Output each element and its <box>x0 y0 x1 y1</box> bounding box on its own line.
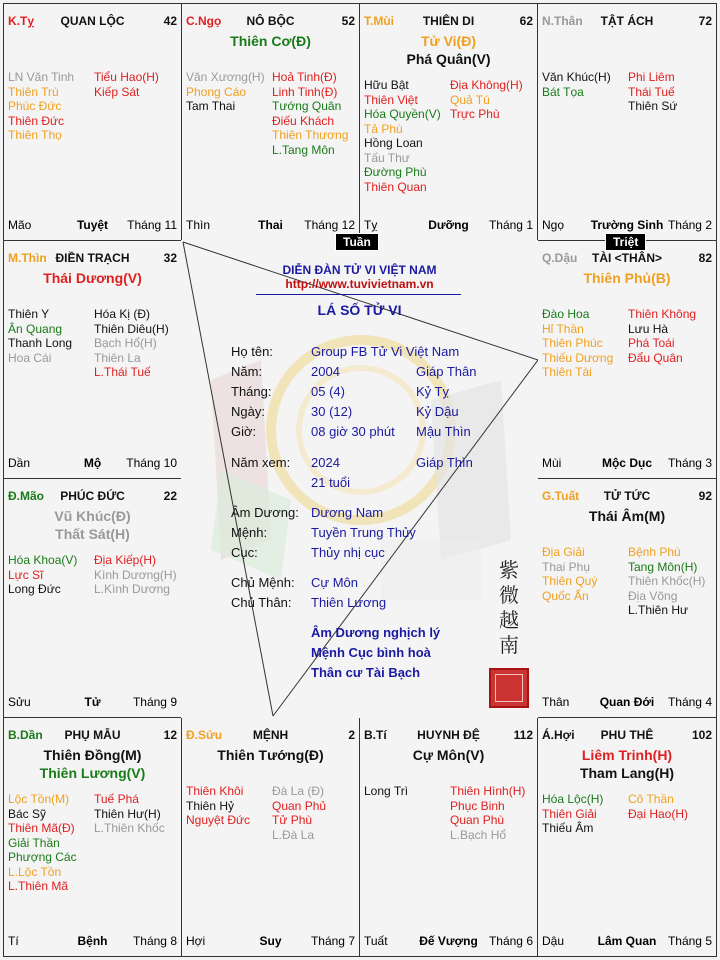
stars-right <box>628 545 705 618</box>
star-item: Thiên Không <box>628 307 697 321</box>
footer-branch: Thân <box>542 695 570 709</box>
star-item: Đà La (Đ) <box>272 784 325 798</box>
star-item: Thiên Hình(H) <box>450 784 526 798</box>
stars-left <box>8 307 72 365</box>
palace-footer <box>542 695 712 709</box>
info-value-2: Mậu Thìn <box>416 424 471 439</box>
star-item: Ân Quang <box>8 321 63 336</box>
palace-header <box>364 14 533 30</box>
info-value-2: Kỷ Dậu <box>416 404 459 419</box>
star-item: Lộc Tồn(M) <box>8 792 70 806</box>
star-item: Hóa Kị (Đ) <box>94 307 151 321</box>
palace-header <box>364 728 533 744</box>
star-item: Thiếu Âm <box>542 821 594 835</box>
footer-month: Tháng 3 <box>667 456 712 470</box>
star-item: Đẩu Quân <box>628 350 683 365</box>
stars-right <box>450 784 525 842</box>
palace-header <box>8 251 177 267</box>
star-item: Tướng Quân <box>272 99 342 113</box>
star-item: Thiên Quý <box>542 574 598 588</box>
main-star: Thái Dương(V) <box>43 270 142 286</box>
chart-board <box>3 3 717 957</box>
branch-label: B.Dần <box>8 728 43 742</box>
palace-phu-mau <box>3 717 182 957</box>
branch-label: G.Tuất <box>542 489 580 503</box>
palace-header <box>186 728 355 744</box>
star-item: Bát Tọa <box>542 84 584 99</box>
star-item: Thiên Diêu(H) <box>94 321 169 336</box>
star-item: Kình Dương(H) <box>94 567 177 582</box>
star-item: Địa Võng <box>628 588 678 603</box>
center-panel <box>181 240 538 718</box>
summary-note: Âm Dương nghịch lý <box>311 625 441 640</box>
star-item: Thanh Long <box>8 336 73 350</box>
main-star: Thiên Cơ(Đ) <box>230 33 311 49</box>
stars-right <box>628 307 696 365</box>
palace-name: HUYNH ĐỆ <box>417 728 480 742</box>
star-item: L.Đà La <box>272 827 315 842</box>
palace-header <box>186 14 355 30</box>
life-stage: Dưỡng <box>428 218 469 232</box>
age-number: 92 <box>698 489 712 503</box>
main-star: Thiên Tướng(Đ) <box>217 747 324 763</box>
branch-label: Q.Dậu <box>542 251 578 265</box>
info-label: Tháng: <box>231 384 272 399</box>
palace-footer <box>186 218 355 232</box>
info-value: Group FB Tử Vi Việt Nam <box>311 344 460 359</box>
summary-note: Thân cư Tài Bạch <box>311 665 421 680</box>
stars-left <box>364 78 441 194</box>
palace-footer <box>8 934 177 948</box>
stars-left <box>186 784 250 828</box>
tuan-tag: Tuần <box>335 233 379 251</box>
star-item: Tiểu Hao(H) <box>94 70 159 84</box>
star-item: Thiên Tài <box>542 365 592 379</box>
age-number: 62 <box>519 14 533 28</box>
info-label: Cục: <box>231 545 258 560</box>
stars-right <box>450 78 523 122</box>
info-value: 08 giờ 30 phút <box>311 424 395 439</box>
star-item: Phúc Đức <box>8 99 62 113</box>
star-item: Thiên Trù <box>8 84 59 99</box>
stars-right <box>94 553 177 597</box>
main-star: Thiên Lương(V) <box>39 765 146 781</box>
star-item: Bệnh Phù <box>628 545 681 559</box>
star-item: Quan Phù <box>450 813 505 827</box>
star-item: Đường Phù <box>364 165 427 179</box>
star-item: Tang Môn(H) <box>628 559 698 574</box>
stars-right <box>94 70 159 99</box>
star-item: Thai Phụ <box>542 559 591 574</box>
star-item: L.Kình Dương <box>94 582 170 596</box>
star-item: Hỉ Thần <box>542 321 584 336</box>
star-item: Long Trì <box>364 784 409 798</box>
stars-right <box>272 784 326 842</box>
stars-left <box>542 545 597 603</box>
palace-quan-loc <box>3 3 182 241</box>
namxem-canchi: Giáp Thìn <box>416 455 473 470</box>
stars-left <box>542 70 611 99</box>
info-label: Chủ Thân: <box>231 595 292 610</box>
namxem-value: 2024 <box>311 455 340 470</box>
stars-right <box>628 792 688 821</box>
info-value: Thiên Lương <box>311 595 387 610</box>
footer-branch: Dậu <box>542 934 565 948</box>
footer-branch: Tỵ <box>364 218 378 232</box>
life-stage: Tuyệt <box>76 218 109 232</box>
life-stage: Lâm Quan <box>597 934 657 948</box>
star-item: Quả Tú <box>450 92 490 107</box>
palace-footer <box>8 218 177 232</box>
seal-vertical-text: 紫微越南 <box>499 558 519 657</box>
palace-header <box>8 489 177 505</box>
footer-branch: Tí <box>8 934 19 948</box>
star-item: Thiên Quan <box>364 179 427 194</box>
palace-footer <box>364 218 533 232</box>
star-item: Tấu Thư <box>364 150 410 165</box>
footer-month: Tháng 7 <box>310 934 355 948</box>
palace-name: TÀI <THÂN> <box>591 251 662 265</box>
branch-label: Đ.Sửu <box>186 728 223 742</box>
star-item: Thiên Hư(H) <box>94 806 161 821</box>
stars-left <box>8 792 77 894</box>
star-item: Bạch Hổ(H) <box>94 336 157 350</box>
stars-right <box>94 792 165 836</box>
life-stage: Đế Vượng <box>419 934 478 948</box>
star-item: Địa Giải <box>542 545 585 559</box>
star-item: Thiên Thương <box>272 128 349 142</box>
star-item: Văn Khúc(H) <box>542 70 611 84</box>
palace-footer <box>542 934 712 948</box>
footer-month: Tháng 4 <box>667 695 712 709</box>
palace-phu-the <box>537 717 717 957</box>
star-item: Phá Toái <box>628 336 675 350</box>
star-item: Hóa Quyền(V) <box>364 107 441 121</box>
age-number: 52 <box>341 14 355 28</box>
life-stage: Mộ <box>83 456 102 470</box>
star-item: Điếu Khách <box>272 113 335 128</box>
age-number: 82 <box>698 251 712 265</box>
star-item: Đào Hoa <box>542 307 590 321</box>
star-item: Giải Thần <box>8 835 60 850</box>
info-label: Âm Dương: <box>231 505 299 520</box>
life-stage: Quan Đới <box>599 695 655 709</box>
branch-label: Đ.Mão <box>8 489 44 503</box>
star-item: Hoả Tinh(Đ) <box>272 70 337 84</box>
star-item: Văn Xương(H) <box>186 70 265 84</box>
star-item: Thiên Đức <box>8 113 65 128</box>
palace-menh <box>181 717 360 957</box>
palace-thien-di <box>359 3 538 241</box>
branch-label: K.Tỵ <box>8 14 35 28</box>
stars-right <box>628 70 677 114</box>
main-star: Tử Vi(Đ) <box>421 33 476 49</box>
star-item: Thiếu Dương <box>542 350 614 365</box>
palace-phuc-duc <box>3 478 182 718</box>
palace-huynh-de <box>359 717 538 957</box>
footer-month: Tháng 10 <box>126 456 177 470</box>
branch-label: B.Tí <box>364 728 387 742</box>
star-item: Thiên La <box>94 350 141 365</box>
branch-label: N.Thân <box>542 14 583 28</box>
star-item: L.Thiên Khốc <box>94 821 165 835</box>
palace-header <box>8 728 177 744</box>
star-item: Nguyệt Đức <box>186 813 251 827</box>
footer-month: Tháng 11 <box>127 218 177 232</box>
palace-header <box>542 728 712 744</box>
star-item: Hồng Loan <box>364 136 423 150</box>
age-number: 102 <box>691 728 712 742</box>
palace-name: QUAN LỘC <box>60 14 125 28</box>
life-stage: Trường Sinh <box>590 218 664 232</box>
info-value-2: Kỷ Tỵ <box>416 384 449 399</box>
star-item: Hóa Khoa(V) <box>8 553 78 567</box>
star-item: Lưu Hà <box>628 321 669 336</box>
palace-name: MỆNH <box>252 728 289 742</box>
palace-header <box>8 14 177 30</box>
age-number: 22 <box>163 489 177 503</box>
star-item: Thiên Khôi <box>186 784 244 798</box>
age-number: 42 <box>163 14 177 28</box>
main-star: Liêm Trinh(H) <box>581 747 673 763</box>
stars-left <box>186 70 265 114</box>
footer-month: Tháng 8 <box>132 934 177 948</box>
main-star: Cự Môn(V) <box>412 747 485 763</box>
forum-name: DIỄN ĐÀN TỬ VI VIỆT NAM <box>282 263 437 277</box>
main-star: Thái Âm(M) <box>588 508 666 524</box>
branch-label: Á.Hợi <box>542 728 575 742</box>
palace-footer <box>542 218 712 232</box>
star-item: Bác Sỹ <box>8 806 47 821</box>
palace-name: PHÚC ĐỨC <box>60 489 125 503</box>
star-item: L.Thiên Mã <box>8 879 69 893</box>
palace-tai-than <box>537 240 717 479</box>
palace-header <box>542 489 712 505</box>
star-item: Phục Binh <box>450 798 505 813</box>
star-item: Lực Sĩ <box>8 567 44 582</box>
star-item: Phong Cáo <box>186 84 247 99</box>
star-item: Tuế Phá <box>94 792 139 806</box>
info-label: Họ tên: <box>231 344 273 359</box>
star-item: L.Thái Tuế <box>94 365 151 379</box>
info-label: Mệnh: <box>231 525 268 540</box>
footer-branch: Mùi <box>542 456 562 470</box>
life-stage: Mộc Dục <box>601 456 652 470</box>
branch-label: M.Thìn <box>8 251 47 265</box>
palace-tat-ach <box>537 3 717 241</box>
star-item: Thiên Việt <box>364 92 418 107</box>
palace-name: PHU THÊ <box>600 728 654 742</box>
stars-left <box>8 553 77 597</box>
title-divider <box>256 294 461 295</box>
star-item: Kiếp Sát <box>94 84 140 99</box>
star-item: Tử Phù <box>272 813 313 827</box>
age-number: 72 <box>698 14 712 28</box>
stars-left <box>364 784 408 799</box>
star-item: Hóa Lộc(H) <box>542 792 604 806</box>
age-number: 2 <box>348 728 355 742</box>
palace-name: TẬT ÁCH <box>600 14 654 28</box>
main-star: Phá Quân(V) <box>406 51 491 67</box>
life-stage: Thai <box>258 218 283 232</box>
star-item: L.Thiên Hư <box>628 603 689 617</box>
footer-month: Tháng 2 <box>667 218 712 232</box>
star-item: Thiên Phúc <box>542 336 603 350</box>
palace-footer <box>8 695 177 709</box>
palace-footer <box>364 934 533 948</box>
star-item: Thiên Sứ <box>628 99 678 113</box>
footer-month: Tháng 9 <box>132 695 177 709</box>
age-number: 12 <box>163 728 177 742</box>
star-item: Trực Phù <box>450 107 500 121</box>
info-value: Tuyền Trung Thủy <box>311 525 416 540</box>
chart-title: LÁ SỐ TỬ VI <box>317 302 402 318</box>
star-item: Phượng Các <box>8 850 77 864</box>
palace-header <box>542 14 712 30</box>
palace-name: ĐIỀN TRẠCH <box>55 251 130 265</box>
main-star: Thiên Đồng(M) <box>43 747 142 763</box>
info-label: Giờ: <box>231 424 257 439</box>
info-value-2: Giáp Thân <box>416 364 477 379</box>
branch-label: T.Mùi <box>364 14 394 28</box>
main-star: Thất Sát(H) <box>55 526 130 542</box>
star-item: Quan Phủ <box>272 798 327 813</box>
footer-branch: Dần <box>8 456 31 470</box>
red-seal <box>489 668 529 708</box>
star-item: Thiên Hỷ <box>186 798 235 813</box>
info-value: 2004 <box>311 364 340 379</box>
age-number: 112 <box>513 728 533 742</box>
stars-right <box>94 307 169 380</box>
main-star: Tham Lang(H) <box>579 765 675 781</box>
footer-branch: Tuất <box>364 934 388 948</box>
star-item: Hữu Bật <box>364 78 409 92</box>
palace-name: NÔ BỘC <box>246 14 295 28</box>
star-item: Thái Tuế <box>628 84 675 99</box>
palace-name: PHỤ MẪU <box>64 728 121 742</box>
namxem-label: Năm xem: <box>231 455 291 470</box>
triet-tag: Triệt <box>605 233 646 251</box>
palace-footer <box>8 456 177 470</box>
footer-month: Tháng 12 <box>304 218 355 232</box>
star-item: Thiên Mã(Đ) <box>8 821 75 835</box>
star-item: LN Văn Tinh <box>8 70 75 84</box>
age-number: 32 <box>163 251 177 265</box>
forum-url[interactable]: http://www.tuvivietnam.vn <box>285 277 434 291</box>
footer-month: Tháng 5 <box>667 934 712 948</box>
info-value: Cự Môn <box>311 575 358 590</box>
info-value: Thủy nhị cục <box>311 545 385 560</box>
palace-name: TỬ TỨC <box>603 489 651 503</box>
palace-tu-tuc <box>537 478 717 718</box>
palace-name: THIÊN DI <box>422 14 475 28</box>
star-item: Thiên Khốc(H) <box>628 574 706 588</box>
stars-right <box>272 70 348 157</box>
palace-footer <box>542 456 712 470</box>
branch-label: C.Ngọ <box>186 14 222 28</box>
star-item: Địa Không(H) <box>450 78 523 92</box>
palace-footer <box>186 934 355 948</box>
main-star: Vũ Khúc(Đ) <box>54 508 131 524</box>
info-label: Năm: <box>231 364 263 379</box>
star-item: Thiên Thọ <box>8 128 62 142</box>
palace-header <box>542 251 712 267</box>
age-text: 21 tuổi <box>311 475 351 490</box>
star-item: Long Đức <box>8 582 61 596</box>
star-item: Phi Liêm <box>628 70 675 84</box>
footer-month: Tháng 6 <box>488 934 533 948</box>
star-item: Quốc Ấn <box>542 588 589 603</box>
star-item: L.Tang Môn <box>272 142 335 157</box>
info-value: 05 (4) <box>311 384 345 399</box>
star-item: Hoa Cái <box>8 350 52 365</box>
palace-dien-trach <box>3 240 182 479</box>
palace-no-boc <box>181 3 360 241</box>
star-item: Tam Thai <box>186 99 236 113</box>
star-item: L.Lộc Tồn <box>8 864 62 879</box>
star-item: Địa Kiếp(H) <box>94 553 157 567</box>
stars-left <box>542 792 603 836</box>
star-item: Linh Tinh(Đ) <box>272 84 338 99</box>
footer-branch: Hợi <box>186 934 206 948</box>
star-item: Thiên Giải <box>542 806 597 821</box>
stars-left <box>542 307 613 380</box>
footer-branch: Ngọ <box>542 218 565 232</box>
footer-branch: Sửu <box>8 695 31 709</box>
life-stage: Tử <box>84 695 101 709</box>
main-star: Thiên Phủ(B) <box>583 270 671 286</box>
footer-month: Tháng 1 <box>488 218 533 232</box>
footer-branch: Mão <box>8 218 32 232</box>
info-label: Chủ Mệnh: <box>231 575 295 590</box>
summary-note: Mệnh Cục bình hoà <box>311 645 431 660</box>
stars-left <box>8 70 74 143</box>
info-label: Ngày: <box>231 404 265 419</box>
star-item: Cô Thần <box>628 792 674 806</box>
life-stage: Bệnh <box>77 934 108 948</box>
life-stage: Suy <box>259 934 282 948</box>
star-item: Thiên Y <box>8 307 50 321</box>
info-value: 30 (12) <box>311 404 353 419</box>
info-value: Dương Nam <box>311 505 384 520</box>
footer-branch: Thìn <box>186 218 211 232</box>
star-item: Tả Phù <box>364 121 403 136</box>
star-item: L.Bạch Hổ <box>450 827 507 842</box>
star-item: Đại Hao(H) <box>628 806 689 821</box>
